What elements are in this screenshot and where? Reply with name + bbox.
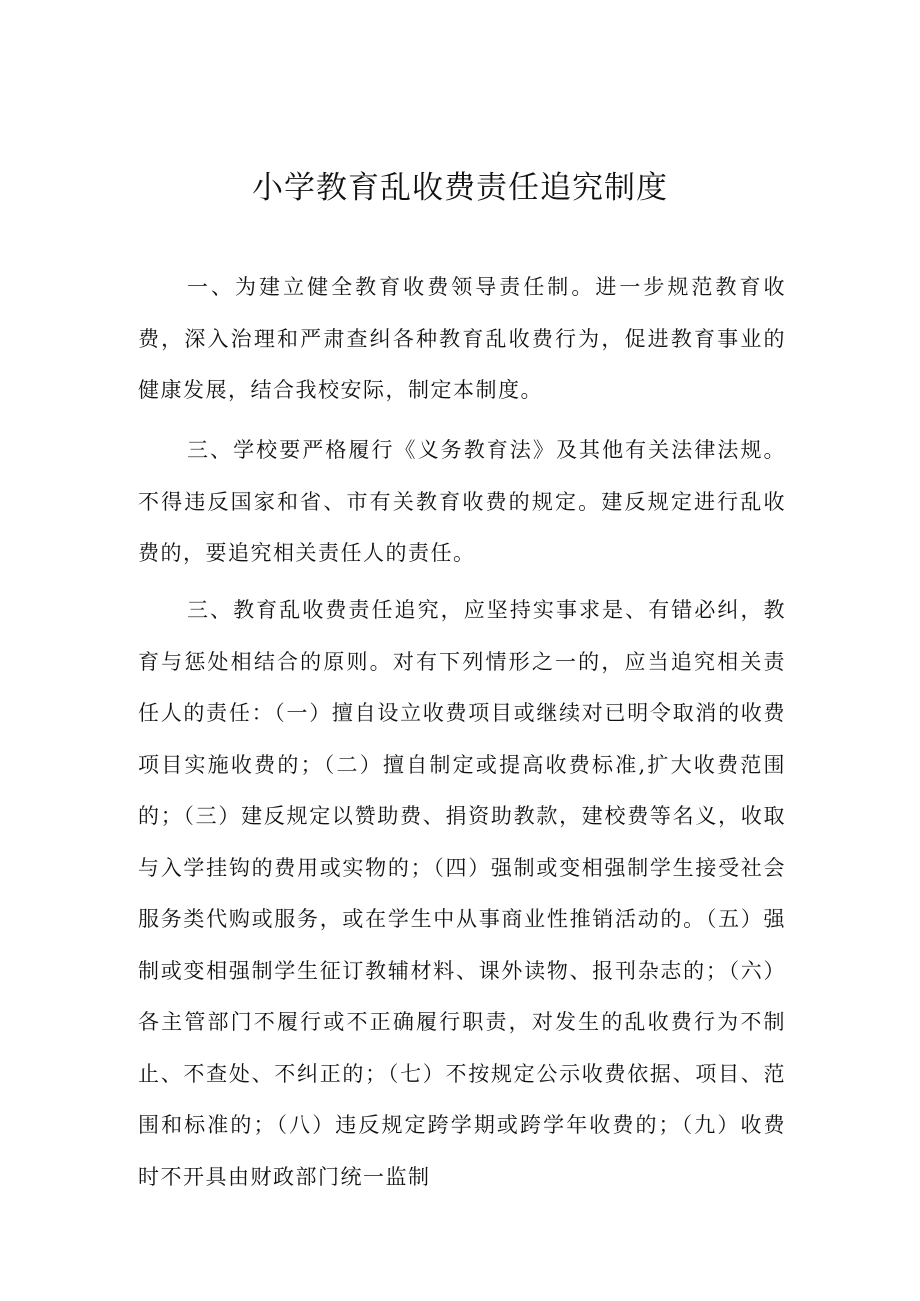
document-title: 小学教育乱收费责任追究制度 <box>252 170 668 206</box>
paragraph-3: 三、教育乱收费责任追究，应坚持实事求是、有错必纠，教育与惩处相结合的原则。对有下列情形之一的，应当追究相关责任人的责任：（一）擅自设立收费项目或继续对已明令取消的收费项目实施收费的；（二）擅自制定或提高收费标准,扩大收费范围的；（三）建反规定以赞助费、捐资助教款，建校费等名义，收取与入学挂钩的费用或实物的；（四）强制或变相强制学生接受社会服务类代购或服务，或在学生中从事商业性推销活动的。（五）强制或变相强制学生征订教辅材料、课外读物、报刊杂志的；（六）各主管部门不履行或不正确履行职责，对发生的乱收费行为不制止、不查处、不纠正的；（七）不按规定公示收费依据、项目、范围和标准的；（八）违反规定跨学期或跨学年收费的；（九）收费时不开具由财政部门统一监制 <box>138 598 786 1189</box>
paragraph-2: 三、学校要严格履行《义务教育法》及其他有关法律法规。不得违反国家和省、市有关教育收费的规定。建反规定进行乱收费的，要追究相关责任人的责任。 <box>138 438 786 565</box>
paragraph-1: 一、为建立健全教育收费领导责任制。进一步规范教育收费，深入治理和严肃查纠各种教育乱收费行为，促进教育事业的健康发展，结合我校安际，制定本制度。 <box>138 275 786 402</box>
